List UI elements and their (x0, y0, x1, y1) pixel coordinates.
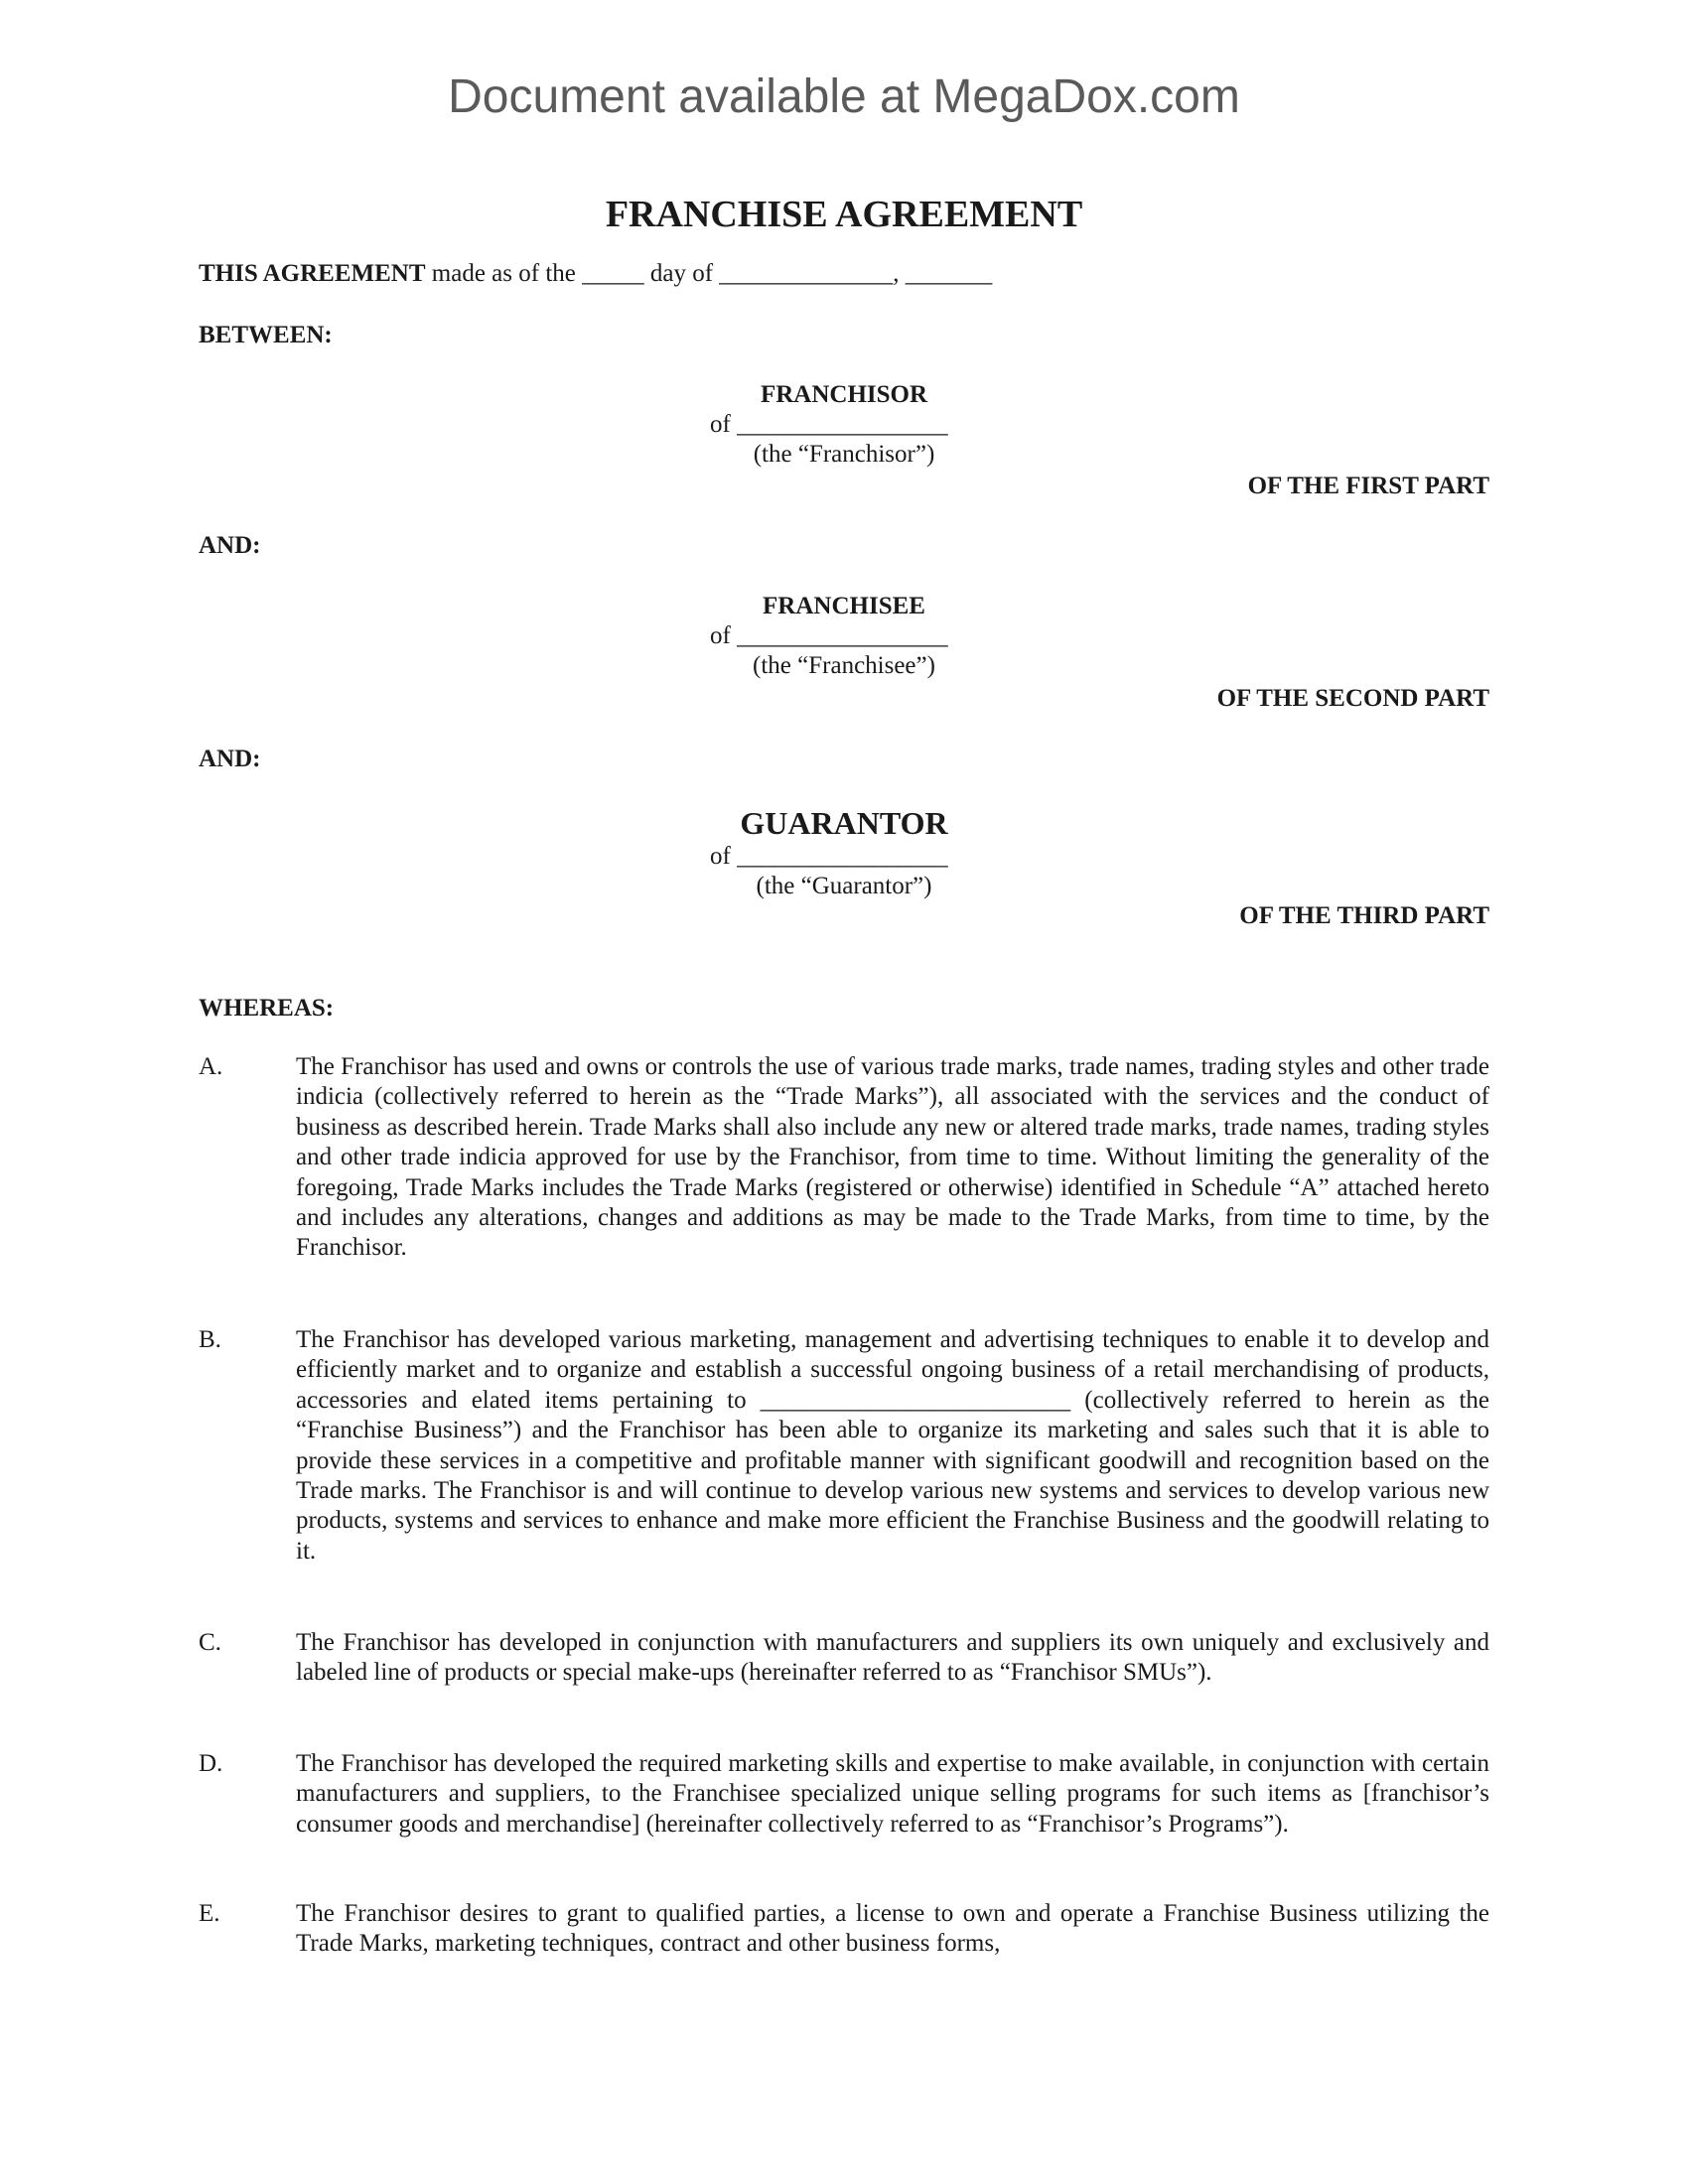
recital-a (199, 1052, 1489, 1264)
recital-b (199, 1325, 1489, 1567)
franchisor-address-line: of _________________ (710, 411, 948, 438)
recital-text: The Franchisor has developed various marketing, management and advertising techniques to enable it to develop and efficiently market and to organize and establish a successful ongoing business of a retail merchandising of products, accessories and elated items pertaining to _________________________ (collectively referred to herein as the “Franchise Business”) and the Franchisor has been able to organize its marketing and sales such that it is able to provide these services in a competitive and profitable manner with significant goodwill and recognition based on the Trade marks. The Franchisor is and will continue to develop various new systems and services to develop various new products, systems and services to enhance and make more efficient the Franchise Business and the goodwill relating to it. (296, 1326, 1489, 1565)
franchisor-defined-term: (the “Franchisor”) (753, 441, 935, 468)
recital-text: The Franchisor has developed the required marketing skills and expertise to make available, in conjunction with certain manufacturers and suppliers, to the Franchisee specialized unique selling programs for such items as [franchisor’s consumer goods and merchandise] (hereinafter collectively referred to as “Franchisor’s Programs”). (296, 1750, 1489, 1838)
and-label-2: AND: (199, 746, 261, 772)
franchisor-name: FRANCHISOR (760, 381, 928, 408)
guarantor-address-line: of _________________ (710, 843, 948, 870)
franchisor-block (695, 380, 993, 470)
recital-letter: B. (199, 1326, 221, 1353)
third-part-label: OF THE THIRD PART (1239, 902, 1489, 929)
recital-c (199, 1628, 1489, 1689)
recital-text: The Franchisor desires to grant to qualified parties, a license to own and operate a Franchise Business utilizing the Trade Marks, marketing techniques, contract and other business forms, (296, 1900, 1489, 1958)
franchisee-block (695, 592, 993, 681)
whereas-label: WHEREAS: (199, 995, 335, 1022)
recital-text: The Franchisor has developed in conjunction with manufacturers and suppliers its own uniquely and exclusively and labeled line of products or special make-ups (hereinafter referred to as “Franchisor SMUs”). (296, 1629, 1489, 1687)
document-title: FRANCHISE AGREEMENT (605, 194, 1083, 235)
intro-date-line: made as of the _____ day of ______________, _______ (425, 260, 993, 287)
first-part-label: OF THE FIRST PART (1247, 473, 1489, 499)
second-part-label: OF THE SECOND PART (1216, 685, 1489, 712)
agreement-intro (199, 258, 992, 290)
recital-letter: C. (199, 1629, 221, 1656)
guarantor-defined-term: (the “Guarantor”) (756, 873, 932, 899)
and-label-1: AND: (199, 532, 261, 559)
recital-letter: D. (199, 1750, 223, 1777)
intro-lead: THIS AGREEMENT (199, 260, 426, 287)
guarantor-name: GUARANTOR (740, 805, 948, 841)
franchisee-defined-term: (the “Franchisee”) (753, 652, 935, 679)
franchisee-address-line: of _________________ (710, 622, 948, 649)
recital-letter: E. (199, 1900, 220, 1927)
recital-d (199, 1749, 1489, 1840)
recital-e (199, 1899, 1489, 1960)
recital-text: The Franchisor has used and owns or controls the use of various trade marks, trade names, trading styles and other trade indicia (collectively referred to herein as the “Trade Marks”), all associated with the services and the conduct of business as described herein. Trade Marks shall also include any new or altered trade marks, trade names, trading styles and other trade indicia approved for use by the Franchisor, from time to time. Without limiting the generality of the foregoing, Trade Marks includes the Trade Marks (registered or otherwise) identified in Schedule “A” attached hereto and includes any alterations, changes and additions as may be made to the Trade Marks, from time to time, by the Franchisor. (296, 1053, 1489, 1262)
franchisee-name: FRANCHISEE (763, 593, 925, 619)
recital-letter: A. (199, 1053, 223, 1080)
between-label: BETWEEN: (199, 322, 333, 348)
megadox-watermark: Document available at MegaDox.com (448, 70, 1240, 123)
guarantor-block (695, 804, 993, 901)
